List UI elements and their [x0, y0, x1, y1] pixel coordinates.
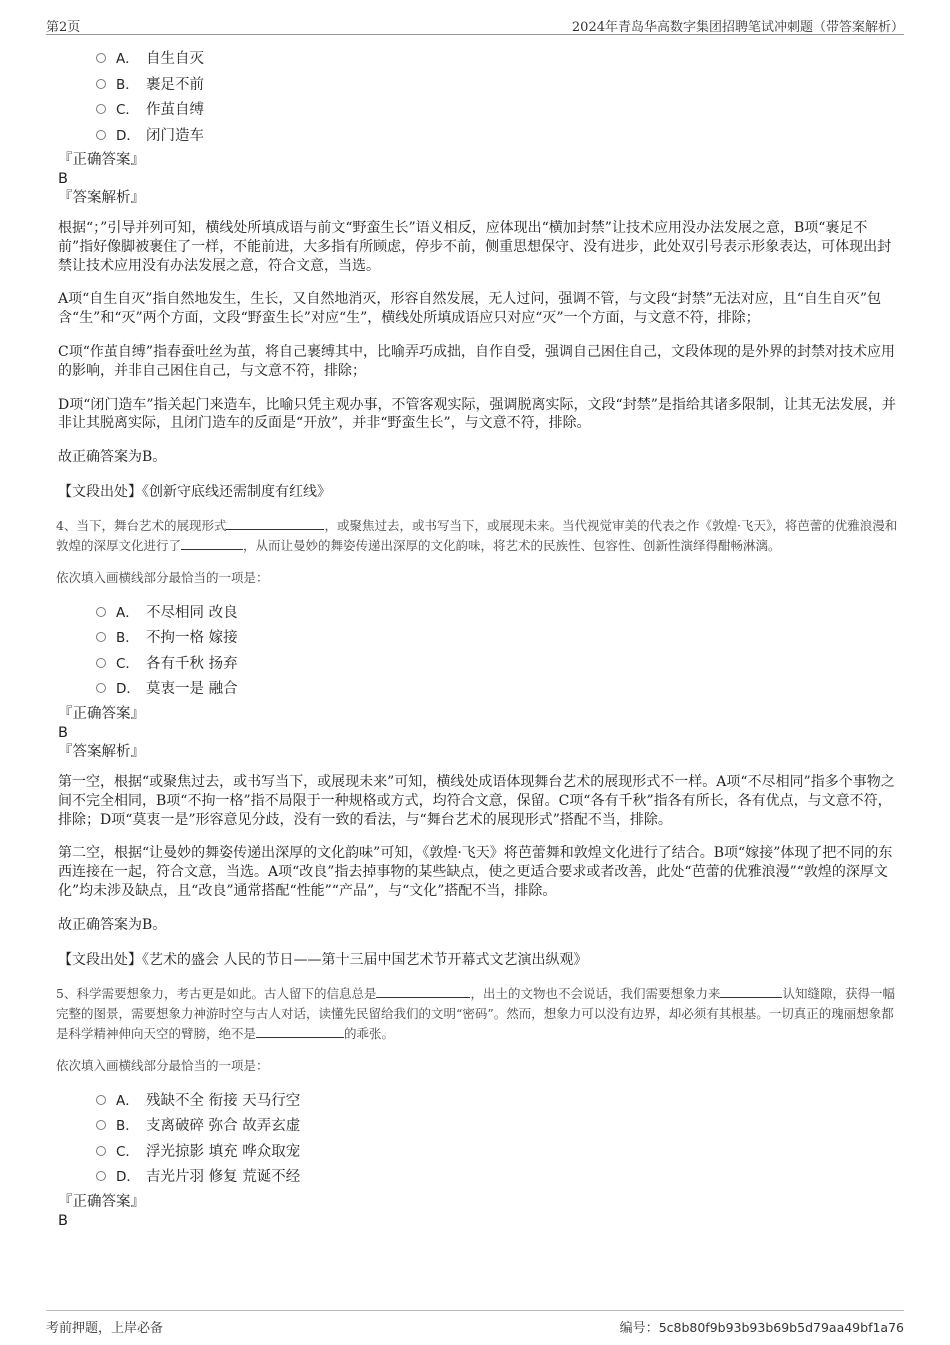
q3-source: 【文段出处】《创新守底线还需制度有红线》 [58, 483, 331, 500]
q3-analysis-paragraph: 根据“；”引导并列可知，横线处所填成语与前文“野蛮生长”语义相反，应体现出“横加封禁”让技术应用没办法发展之意，B项“裹足不前”指好像脚被裹住了一样，不能前进，大多指有所顾虑，停步不前，侧重思想保守、没有进步，此处双引号表示形象表达，可体现出封禁让技术应用没有办法发展之意，符合文意，当选。 [58, 220, 892, 274]
q5-option-d[interactable]: D． 吉光片羽 修复 荒诞不经 [96, 1165, 898, 1191]
fill-blank [376, 985, 470, 998]
q4-answer-label: 『正确答案』 [58, 705, 145, 722]
q4-conclusion: 故正确答案为B。 [58, 916, 167, 933]
radio-icon[interactable] [96, 130, 106, 140]
radio-icon[interactable] [96, 632, 106, 642]
document-title: 2024年青岛华高数字集团招聘笔试冲刺题（带答案解析） [571, 20, 904, 35]
radio-icon[interactable] [96, 1120, 106, 1130]
radio-icon[interactable] [96, 607, 106, 617]
radio-icon[interactable] [96, 1146, 106, 1156]
q5-answer-label: 『正确答案』 [58, 1193, 145, 1210]
q3-answer-label: 『正确答案』 [58, 152, 145, 168]
q3-option-d[interactable]: D． 闭门造车 [96, 124, 898, 150]
page-header [46, 14, 904, 35]
q3-analysis-label: 『答案解析』 [58, 190, 145, 206]
q3-conclusion: 故正确答案为B。 [58, 449, 167, 466]
q5-options [96, 1089, 898, 1191]
q3-options [96, 47, 898, 149]
q4-analysis-label: 『答案解析』 [58, 743, 145, 760]
q5-answer: B [58, 1212, 68, 1229]
q4-analysis-paragraph: 第一空，根据“或聚焦过去，或书写当下，或展现未来”可知，横线处成语体现舞台艺术的展现形式不一样。A项“不尽相同”指多个事物之间不完全相同，B项“不拘一格”指不局限于一种规格或方式，均符合文意，保留。C项“各有千秋”指各有所长，各有优点，与文意不符，排除；D项“莫衷一是”形容意见分歧，没有一致的看法，与“舞台艺术的展现形式”搭配不当，排除。 [58, 773, 895, 828]
q4-option-a[interactable]: A． 不尽相同 改良 [96, 601, 898, 627]
q5-option-a[interactable]: A． 残缺不全 衔接 天马行空 [96, 1089, 898, 1115]
radio-icon[interactable] [96, 1171, 106, 1181]
q3-analysis-paragraph: D项“闭门造车”指关起门来造车，比喻只凭主观办事，不管客观实际，强调脱离实际，文段“封禁”是指给其诸多限制，让其无法发展，并非让其脱离实际，且闭门造车的反面是“开放”，并非“野蛮生长”，与文意不符，排除。 [58, 396, 896, 432]
fill-blank [226, 517, 324, 530]
radio-icon[interactable] [96, 658, 106, 668]
q4-options [96, 601, 898, 703]
q4-prompt: 依次填入画横线部分最恰当的一项是： [56, 569, 269, 585]
q4-stem: 4、当下，舞台艺术的展现形式 ，或聚焦过去，或书写当下，或展现未来。当代视觉审美的代表之作《敦煌·飞天》，将芭蕾的优雅浪漫和敦煌的深厚文化进行了 ，从而让曼妙的舞姿传递出深厚的文化韵味，将艺术的民族性、包容性、创新性演绎得酣畅淋漓。 [56, 517, 898, 553]
radio-icon[interactable] [96, 104, 106, 114]
page-number: 第2页 [46, 20, 81, 35]
q4-option-d[interactable]: D． 莫衷一是 融合 [96, 677, 898, 703]
q5-prompt: 依次填入画横线部分最恰当的一项是： [56, 1057, 269, 1073]
page-footer [46, 1310, 904, 1335]
radio-icon[interactable] [96, 1095, 106, 1105]
q5-option-b[interactable]: B． 支离破碎 弥合 故弄玄虚 [96, 1114, 898, 1140]
q5-option-c[interactable]: C． 浮光掠影 填充 哗众取宠 [96, 1140, 898, 1166]
q4-option-b[interactable]: B． 不拘一格 嫁接 [96, 626, 898, 652]
q3-answer: B [58, 171, 68, 187]
q3-option-c[interactable]: C． 作茧自缚 [96, 98, 898, 124]
footer-slogan: 考前押题，上岸必备 [46, 1321, 164, 1336]
page-content [58, 47, 898, 1231]
q3-analysis-paragraph: A项“自生自灭”指自然地发生，生长，又自然地消灭，形容自然发展，无人过问，强调不管，与文段“封禁”无法对应，且“自生自灭”包含“生”和“灭”两个方面，文段“野蛮生长”对应“生”，横线处所填成语应只对应“灭”一个方面，与文意不符，排除； [58, 291, 882, 327]
q4-source: 【文段出处】《艺术的盛会 人民的节日——第十三届中国艺术节开幕式文艺演出纵观》 [58, 951, 588, 968]
radio-icon[interactable] [96, 683, 106, 693]
q3-option-a[interactable]: A． 自生自灭 [96, 47, 898, 73]
q3-analysis-paragraph: C项“作茧自缚”指春蚕吐丝为茧，将自己裹缚其中，比喻弄巧成拙，自作自受，强调自己困住自己，文段体现的是外界的封禁对技术应用的影响，并非自己困住自己，与文意不符，排除； [58, 343, 896, 379]
q4-answer: B [58, 724, 68, 741]
q4-analysis-paragraph: 第二空，根据“让曼妙的舞姿传递出深厚的文化韵味”可知，《敦煌·飞天》将芭蕾舞和敦煌文化进行了结合。B项“嫁接”体现了把不同的东西连接在一起，符合文意，当选。A项“改良”指去掉事物的某些缺点，使之更适合要求或者改善，此处“芭蕾的优雅浪漫”“敦煌的深厚文化”均未涉及缺点，且“改良”通常搭配“性能”“产品”，与“文化”搭配不当，排除。 [58, 845, 893, 899]
fill-blank [181, 537, 243, 550]
fill-blank [256, 1025, 344, 1038]
radio-icon[interactable] [96, 53, 106, 63]
q4-option-c[interactable]: C． 各有千秋 扬弃 [96, 652, 898, 678]
document-code: 编号：5c8b80f9b93b93b69b5d79aa49bf1a76 [619, 1320, 904, 1336]
radio-icon[interactable] [96, 79, 106, 89]
q5-stem: 5、科学需要想象力，考古更是如此。古人留下的信息总是 ，出土的文物也不会说话，我们需要想象力来 认知缝隙，获得一幅完整的图景，需要想象力神游时空与古人对话，读懂先民留给我们的文明“密码”。然而，想象力可以没有边界，却必须有其根基。一切真正的瑰丽想象都是科学精神伸向天空的臂膀，绝不是 的乖张。 [56, 985, 895, 1041]
fill-blank [720, 985, 782, 998]
q3-option-b[interactable]: B． 裹足不前 [96, 73, 898, 99]
